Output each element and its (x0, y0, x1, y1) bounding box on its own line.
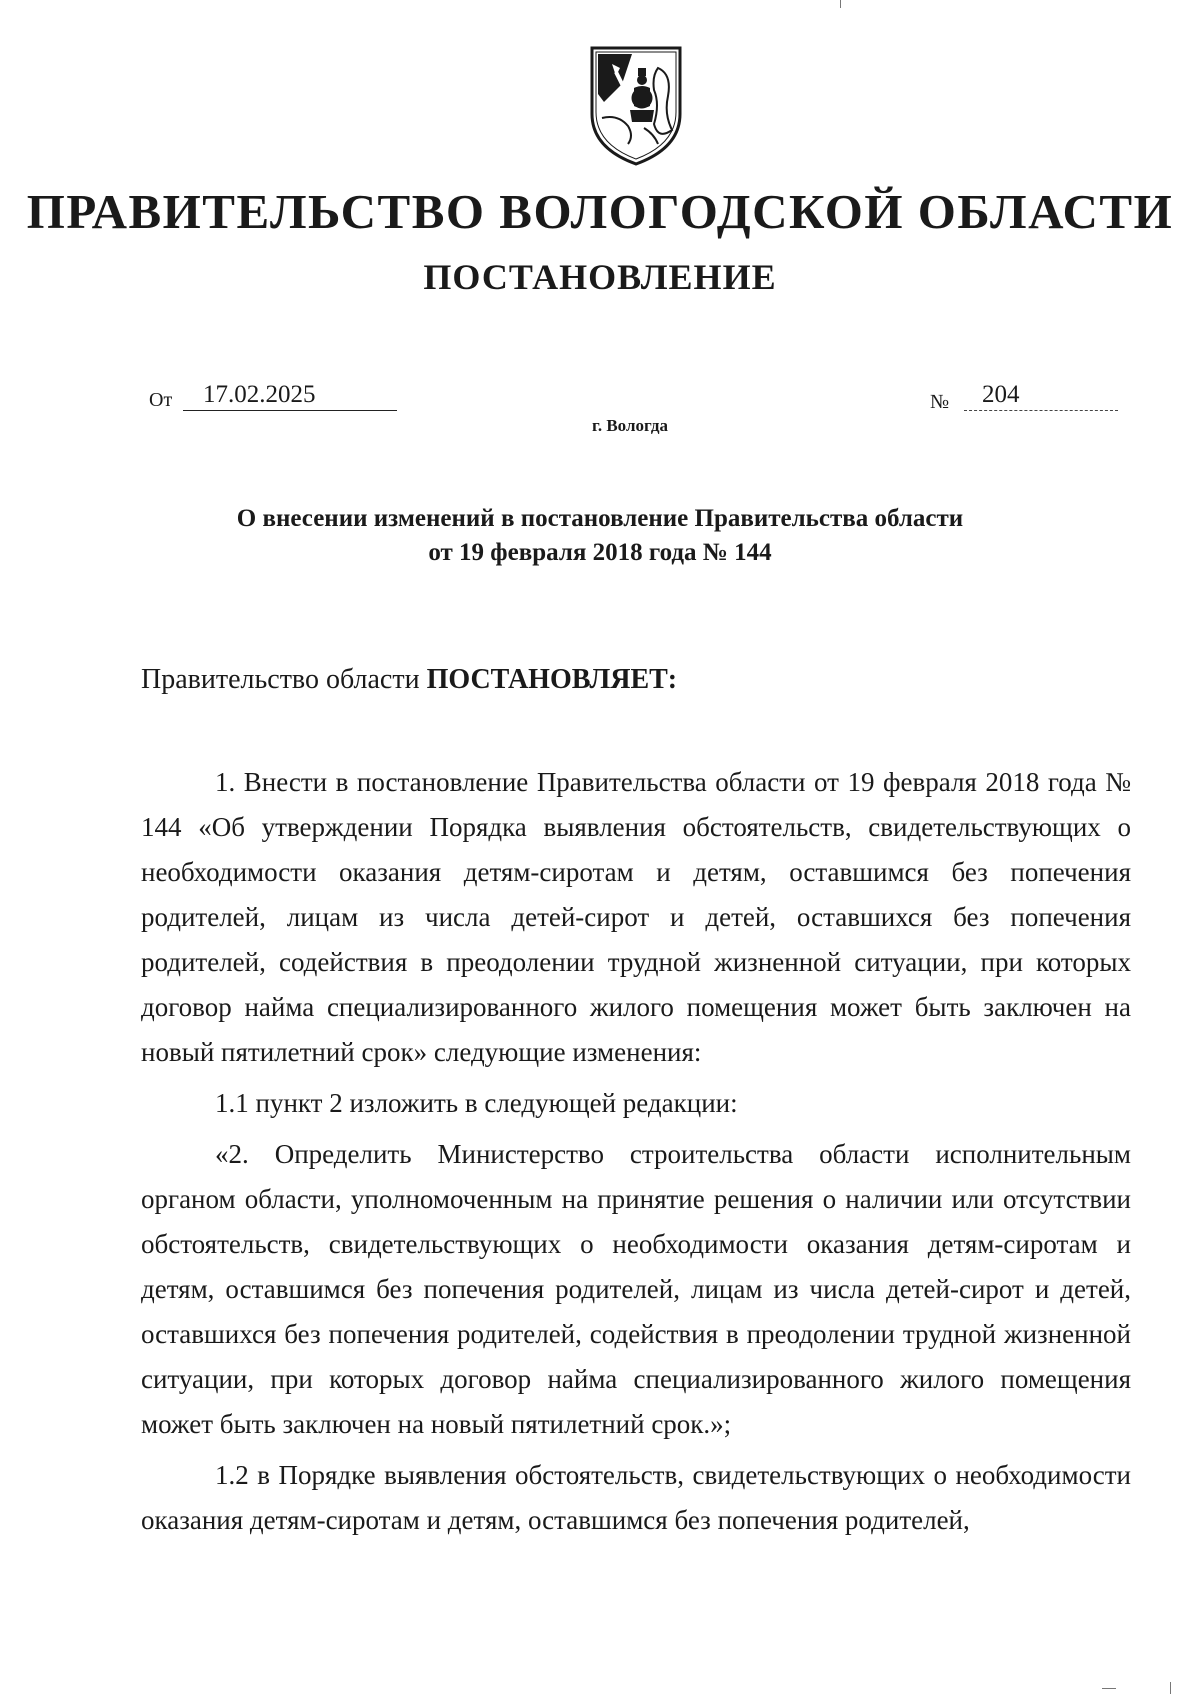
paragraph-1-1: 1.1 пункт 2 изложить в следующей редакции: (215, 1088, 738, 1118)
paragraph-1: 1. Внести в постановление Правительства области от 19 февраля 2018 года № 144 «Об утверждении Порядка выявления обстоятельств, свидетельствующих о необходимости оказания детям-сиротам и детям, оставшимся без попечения родителей, лицам из числа детей-сирот и детей, оставшихся без попечения родителей, содействия в преодолении трудной жизненной ситуации, при которых договор найма специализированного жилого помещения может быть заключен на новый пятилетний срок» следующие изменения: (141, 767, 1131, 1067)
date-label: От (149, 389, 173, 411)
preamble (141, 662, 677, 698)
document-title (0, 502, 1200, 570)
number-label: № (930, 391, 950, 413)
scan-artifact (840, 0, 841, 8)
title-line-1: О внесении изменений в постановление Правительства области (236, 505, 964, 532)
preamble-verb: ПОСТАНОВЛЯЕТ: (426, 664, 678, 695)
scan-artifact (1170, 1682, 1171, 1694)
issue-place: г. Вологда (592, 416, 668, 435)
document-date: 17.02.2025 (183, 380, 397, 411)
issuing-authority: ПРАВИТЕЛЬСТВО ВОЛОГОДСКОЙ ОБЛАСТИ (26, 184, 1174, 239)
preamble-text: Правительство области (141, 664, 427, 695)
document-body (141, 760, 1131, 1543)
coat-of-arms-icon (588, 44, 684, 168)
document-type: ПОСТАНОВЛЕНИЕ (423, 257, 777, 297)
title-line-2: от 19 февраля 2018 года № 144 (428, 539, 772, 566)
scan-artifact (1102, 1688, 1116, 1689)
paragraph-1-2: 1.2 в Порядке выявления обстоятельств, свидетельствующих о необходимости оказания детям-сиротам и детям, оставшимся без попечения родителей, (141, 1460, 1131, 1535)
document-number: 204 (964, 380, 1118, 411)
paragraph-quoted-2: «2. Определить Министерство строительства области исполнительным органом области, уполномоченным на принятие решения о наличии или отсутствии обстоятельств, свидетельствующих о необходимости оказания детям-сиротам и детям, оставшимся без попечения родителей, лицам из числа детей-сирот и детей, оставшихся без попечения родителей, содействия в преодолении трудной жизненной ситуации, при которых договор найма специализированного жилого помещения может быть заключен на новый пятилетний срок.»; (141, 1139, 1131, 1439)
